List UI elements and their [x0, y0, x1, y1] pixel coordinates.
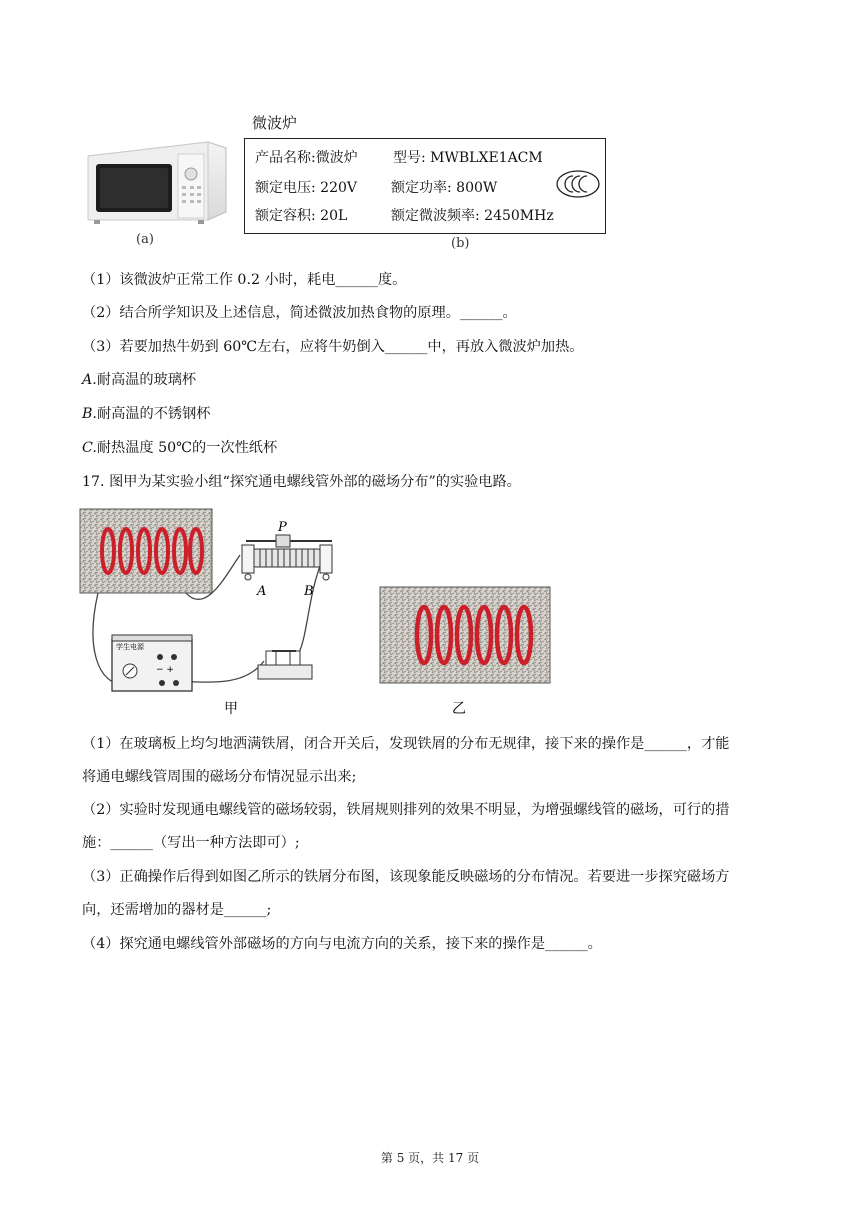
rheostat-label-b: B	[304, 584, 314, 599]
switch	[258, 651, 312, 679]
solenoid-filings-photo-b	[380, 587, 550, 683]
q17-sub2-line1: （2）实验时发现通电螺线管的磁场较弱，铁屑规则排列的效果不明显，为增强螺线管的磁场，可行的措	[82, 802, 730, 818]
q16-option-a	[82, 370, 196, 390]
nameplate-table	[244, 138, 606, 234]
ccc-certification-icon	[555, 169, 601, 199]
solenoid-filings-photo-a	[80, 509, 212, 593]
q17-stem: 17. 图甲为某实验小组“探究通电螺线管外部的磁场分布”的实验电路。	[82, 474, 521, 490]
q17-sub1-line2: 将通电螺线管周围的磁场分布情况显示出来;	[82, 769, 357, 785]
figure-label-yi: 乙	[452, 701, 466, 717]
page-footer: 第 5 页，共 17 页	[380, 1151, 480, 1165]
rheostat	[242, 535, 332, 580]
nameplate-title: 微波炉	[252, 114, 298, 132]
nameplate-rated-voltage: 额定电压: 220V	[255, 180, 357, 196]
rheostat-label-a: A	[257, 584, 267, 599]
nameplate-rated-frequency: 额定微波频率: 2450MHz	[391, 208, 554, 224]
nameplate-model: 型号: MWBLXE1ACM	[393, 150, 543, 166]
q17-sub3-line1: （3）正确操作后得到如图乙所示的铁屑分布图，该现象能反映磁场的分布情况。若要进一步探究磁场方	[82, 869, 730, 885]
circuit-diagram	[76, 505, 556, 725]
figure-label-jia: 甲	[224, 701, 238, 717]
option-text: 耐热温度 50℃的一次性纸杯	[96, 440, 278, 456]
option-text: 耐高温的不锈钢杯	[96, 406, 211, 422]
q16-option-b	[82, 404, 210, 424]
option-letter: A.	[82, 372, 97, 388]
q17-sub1-line1: （1）在玻璃板上均匀地洒满铁屑，闭合开关后，发现铁屑的分布无规律，接下来的操作是______，才能	[82, 736, 730, 752]
q17-sub3-line2: 向，还需增加的器材是______;	[82, 902, 272, 918]
option-text: 耐高温的玻璃杯	[96, 372, 197, 388]
svg-text:− +: − +	[156, 665, 174, 675]
q16-sub1: （1）该微波炉正常工作 0.2 小时，耗电______度。	[82, 272, 407, 288]
figure-label-a: (a)	[136, 232, 154, 247]
option-letter: B.	[82, 406, 97, 422]
q16-sub2: （2）结合所学知识及上述信息，简述微波加热食物的原理。______。	[82, 305, 517, 321]
power-supply-label: 学生电源	[116, 643, 144, 651]
nameplate-product-name: 产品名称:微波炉	[255, 150, 358, 166]
microwave-photo	[80, 140, 228, 226]
q16-sub3: （3）若要加热牛奶到 60℃左右，应将牛奶倒入______中，再放入微波炉加热。	[82, 339, 584, 355]
rheostat-label-p: P	[278, 520, 287, 535]
nameplate-rated-power: 额定功率: 800W	[391, 180, 498, 196]
figure-label-b: (b)	[451, 236, 470, 251]
q17-sub2-line2: 施：______（写出一种方法即可）;	[82, 835, 300, 851]
option-letter: C.	[82, 440, 97, 456]
q17-sub4: （4）探究通电螺线管外部磁场的方向与电流方向的关系，接下来的操作是______。	[82, 936, 602, 952]
q16-option-c	[82, 438, 277, 458]
nameplate-rated-capacity: 额定容积: 20L	[255, 208, 348, 224]
